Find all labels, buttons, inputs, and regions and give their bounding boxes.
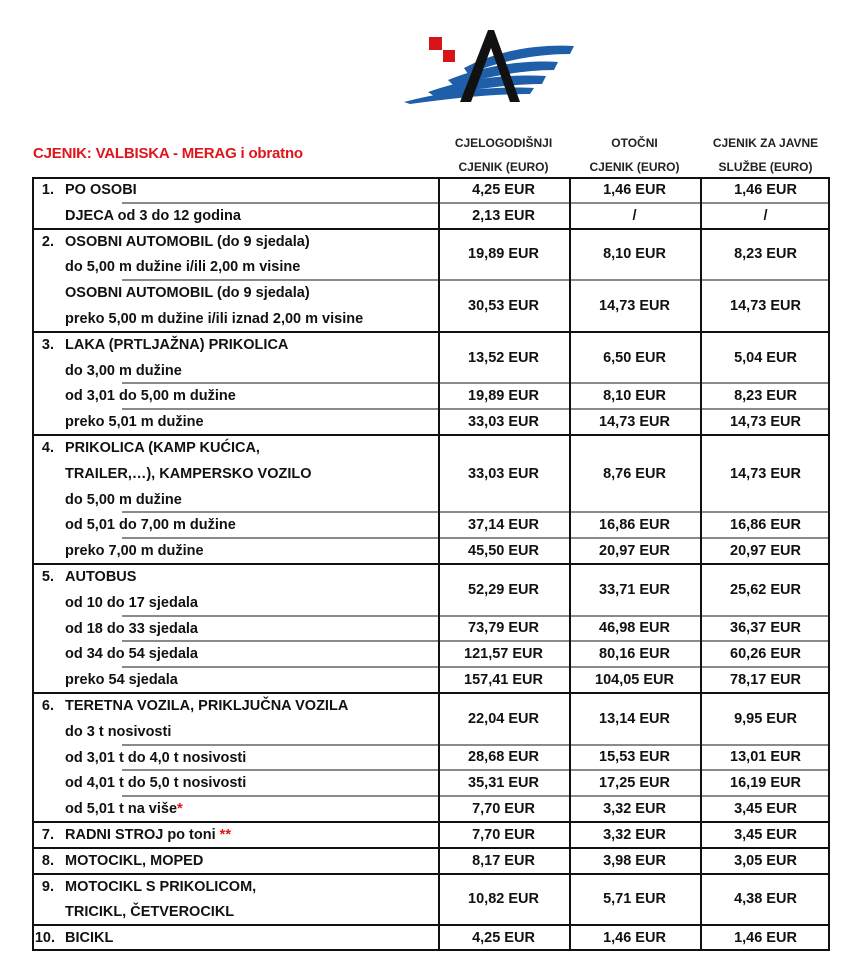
table-row (32, 770, 830, 796)
table-row (32, 796, 830, 822)
row-label (32, 822, 438, 848)
price-public-services: 60,26 EUR (730, 646, 801, 663)
price-table (32, 177, 830, 951)
price-island: 14,73 EUR (599, 414, 670, 431)
column-header-line: CJENIK (EURO) (458, 160, 549, 174)
row-label-text: od 5,01 t na više* (65, 801, 183, 818)
row-label-line (32, 796, 438, 822)
row-label-line (32, 512, 438, 538)
price-year-round: 22,04 EUR (468, 710, 539, 727)
price-island: 3,98 EUR (603, 852, 666, 869)
row-label-line (32, 332, 438, 358)
row-number: 4. (41, 440, 54, 456)
row-label (32, 667, 438, 693)
row-divider (32, 949, 830, 951)
row-label-text: od 10 do 17 sjedala (65, 594, 198, 611)
company-logo (398, 24, 578, 106)
price-year-round: 4,25 EUR (472, 930, 535, 947)
row-label-line (32, 254, 438, 280)
price-public-services: 5,04 EUR (734, 349, 797, 366)
row-label-text: OSOBNI AUTOMOBIL (do 9 sjedala) (65, 285, 310, 302)
row-label-line (32, 564, 438, 590)
table-row (32, 332, 830, 384)
price-year-round: 45,50 EUR (468, 543, 539, 560)
row-label-line (32, 770, 438, 796)
row-label-text: od 34 do 54 sjedala (65, 646, 198, 663)
price-island: 6,50 EUR (603, 349, 666, 366)
price-year-round: 52,29 EUR (468, 581, 539, 598)
row-label-line (32, 203, 438, 229)
table-outer-border (32, 177, 34, 951)
price-year-round: 157,41 EUR (464, 672, 543, 689)
row-label-line (32, 693, 438, 719)
row-label-line (32, 641, 438, 667)
price-island: 1,46 EUR (603, 930, 666, 947)
row-label-text: od 3,01 t do 4,0 t nosivosti (65, 749, 247, 766)
row-number: 3. (41, 336, 54, 353)
row-label-text: TRICIKL, ČETVEROCIKL (65, 904, 235, 921)
row-label-line (32, 435, 438, 461)
row-label-line (32, 925, 438, 951)
row-label-text: od 5,01 do 7,00 m dužine (65, 517, 236, 534)
price-island: 104,05 EUR (595, 672, 674, 689)
table-outer-border (828, 177, 830, 951)
price-public-services: 3,45 EUR (734, 826, 797, 843)
price-public-services: 20,97 EUR (730, 543, 801, 560)
row-label-line (32, 461, 438, 487)
price-island: / (632, 207, 637, 224)
table-row (32, 538, 830, 564)
price-public-services: 14,73 EUR (730, 297, 801, 314)
row-label-text: PO OSOBI (65, 182, 137, 198)
row-label-line (32, 487, 438, 513)
price-public-services: 13,01 EUR (730, 749, 801, 766)
row-label-text: od 3,01 do 5,00 m dužine (65, 388, 236, 405)
row-label-text: PRIKOLICA (KAMP KUĆICA, (65, 440, 260, 456)
row-label-line (32, 719, 438, 745)
price-island: 1,46 EUR (603, 181, 666, 198)
table-row (32, 848, 830, 874)
price-public-services: 14,73 EUR (730, 465, 801, 482)
price-public-services: 8,23 EUR (734, 388, 797, 405)
row-label-line (32, 616, 438, 642)
row-label-line (32, 229, 438, 255)
logo-red-square-1 (429, 37, 442, 50)
table-row (32, 435, 830, 512)
price-island: 3,32 EUR (603, 826, 666, 843)
row-label-text: TERETNA VOZILA, PRIKLJUČNA VOZILA (65, 698, 349, 714)
price-island: 20,97 EUR (599, 543, 670, 560)
row-label-text: do 3 t nosivosti (65, 723, 172, 740)
row-label-text: od 4,01 t do 5,0 t nosivosti (65, 775, 247, 792)
price-year-round: 37,14 EUR (468, 517, 539, 534)
row-label-line (32, 538, 438, 564)
table-row (32, 667, 830, 693)
row-label-line (32, 899, 438, 925)
row-label-line (32, 590, 438, 616)
price-island: 15,53 EUR (599, 749, 670, 766)
price-public-services: 4,38 EUR (734, 891, 797, 908)
column-header-public-services (700, 131, 831, 179)
row-label-text: preko 5,00 m dužine i/ili iznad 2,00 m visine (65, 310, 364, 327)
row-label-text: preko 7,00 m dužine (65, 543, 204, 560)
price-island: 8,10 EUR (603, 388, 666, 405)
price-public-services: 3,45 EUR (734, 801, 797, 818)
row-label-text: OSOBNI AUTOMOBIL (do 9 sjedala) (65, 233, 310, 250)
price-island: 33,71 EUR (599, 581, 670, 598)
row-label (32, 229, 438, 281)
table-row (32, 512, 830, 538)
price-island: 16,86 EUR (599, 517, 670, 534)
row-label-text: BICIKL (65, 930, 114, 947)
price-island: 46,98 EUR (599, 620, 670, 637)
footnote-asterisk: ** (219, 827, 231, 843)
table-row (32, 383, 830, 409)
row-label (32, 512, 438, 538)
row-label-text: TRAILER,…), KAMPERSKO VOZILO (65, 465, 312, 482)
price-island: 3,32 EUR (603, 801, 666, 818)
row-label (32, 332, 438, 384)
price-year-round: 7,70 EUR (472, 801, 535, 818)
row-label-line (32, 383, 438, 409)
row-number: 1. (41, 182, 54, 198)
price-year-round: 8,17 EUR (472, 852, 535, 869)
price-public-services: 16,19 EUR (730, 775, 801, 792)
table-row (32, 745, 830, 771)
price-island: 8,76 EUR (603, 465, 666, 482)
price-public-services: 16,86 EUR (730, 517, 801, 534)
table-row (32, 409, 830, 435)
price-island: 17,25 EUR (599, 775, 670, 792)
row-label-line (32, 358, 438, 384)
row-label (32, 693, 438, 745)
row-label-text: AUTOBUS (65, 569, 137, 585)
price-year-round: 19,89 EUR (468, 246, 539, 263)
row-label-text: do 5,00 m dužine (65, 491, 182, 508)
column-header-line: CJENIK ZA JAVNE (712, 136, 819, 150)
price-year-round: 13,52 EUR (468, 349, 539, 366)
row-number: 10. (34, 930, 55, 947)
column-header-line: OTOČNI (611, 136, 658, 150)
column-header-year-round (438, 131, 569, 179)
row-label (32, 177, 438, 203)
price-public-services: 3,05 EUR (734, 852, 797, 869)
footnote-asterisk: * (177, 801, 183, 818)
table-row (32, 874, 830, 926)
price-year-round: 35,31 EUR (468, 775, 539, 792)
price-island: 8,10 EUR (603, 246, 666, 263)
row-label-text: preko 5,01 m dužine (65, 414, 204, 431)
table-row (32, 925, 830, 951)
table-row (32, 280, 830, 332)
column-header-island (569, 131, 700, 179)
price-public-services: 36,37 EUR (730, 620, 801, 637)
price-year-round: 10,82 EUR (468, 891, 539, 908)
row-label-line (32, 177, 438, 203)
price-year-round: 33,03 EUR (468, 465, 539, 482)
row-label-line (32, 822, 438, 848)
price-public-services: 25,62 EUR (730, 581, 801, 598)
row-label-text: od 18 do 33 sjedala (65, 620, 198, 637)
table-row (32, 177, 830, 203)
price-island: 13,14 EUR (599, 710, 670, 727)
price-public-services: 9,95 EUR (734, 710, 797, 727)
price-year-round: 73,79 EUR (468, 620, 539, 637)
row-label (32, 770, 438, 796)
row-label-text: LAKA (PRTLJAŽNA) PRIKOLICA (65, 336, 289, 353)
row-label (32, 925, 438, 951)
column-header-line: CJELOGODIŠNJI (454, 136, 553, 150)
column-header-line: SLUŽBE (EURO) (718, 160, 813, 174)
row-label-text: MOTOCIKL S PRIKOLICOM, (65, 878, 257, 895)
table-row (32, 564, 830, 616)
column-header-line: CJENIK (EURO) (589, 160, 680, 174)
price-public-services: 8,23 EUR (734, 246, 797, 263)
row-label (32, 538, 438, 564)
row-label (32, 564, 438, 616)
row-label-line (32, 745, 438, 771)
table-row (32, 822, 830, 848)
row-label (32, 203, 438, 229)
row-label-line (32, 409, 438, 435)
row-label-line (32, 874, 438, 900)
price-year-round: 7,70 EUR (472, 826, 535, 843)
row-label (32, 616, 438, 642)
row-label-line (32, 306, 438, 332)
row-label (32, 435, 438, 512)
row-label-text: DJECA od 3 do 12 godina (65, 207, 241, 224)
price-year-round: 4,25 EUR (472, 181, 535, 198)
column-divider (700, 177, 702, 951)
row-label (32, 409, 438, 435)
row-number: 8. (41, 852, 54, 869)
row-label (32, 848, 438, 874)
row-label (32, 796, 438, 822)
row-label-line (32, 280, 438, 306)
price-public-services: 78,17 EUR (730, 672, 801, 689)
row-label (32, 280, 438, 332)
table-row (32, 693, 830, 745)
row-label (32, 745, 438, 771)
table-row (32, 616, 830, 642)
row-label-text: MOTOCIKL, MOPED (65, 852, 204, 869)
table-row (32, 203, 830, 229)
price-public-services: 14,73 EUR (730, 414, 801, 431)
row-number: 5. (41, 569, 54, 585)
price-public-services: 1,46 EUR (734, 181, 797, 198)
row-label-text: do 3,00 m dužine (65, 362, 182, 379)
price-year-round: 2,13 EUR (472, 207, 535, 224)
table-row (32, 641, 830, 667)
row-label-line (32, 667, 438, 693)
row-label-text: RADNI STROJ po toni ** (65, 827, 231, 843)
row-number: 6. (41, 698, 54, 714)
row-label (32, 641, 438, 667)
price-public-services: 1,46 EUR (734, 930, 797, 947)
price-year-round: 33,03 EUR (468, 414, 539, 431)
column-divider (569, 177, 571, 951)
price-year-round: 19,89 EUR (468, 388, 539, 405)
row-number: 2. (41, 233, 54, 250)
row-label-line (32, 848, 438, 874)
table-top-border (32, 177, 830, 179)
price-year-round: 121,57 EUR (464, 646, 543, 663)
price-year-round: 28,68 EUR (468, 749, 539, 766)
row-label-text: preko 54 sjedala (65, 672, 178, 689)
row-number: 9. (41, 878, 54, 895)
price-island: 5,71 EUR (603, 891, 666, 908)
price-public-services: / (763, 207, 768, 224)
price-island: 80,16 EUR (599, 646, 670, 663)
row-number: 7. (41, 827, 54, 843)
logo-red-square-2 (443, 50, 455, 62)
row-label (32, 874, 438, 926)
row-label-text: do 5,00 m dužine i/ili 2,00 m visine (65, 259, 301, 276)
price-island: 14,73 EUR (599, 297, 670, 314)
price-year-round: 30,53 EUR (468, 297, 539, 314)
column-divider (438, 177, 440, 951)
price-list-title: CJENIK: VALBISKA - MERAG i obratno (33, 145, 303, 162)
table-row (32, 229, 830, 281)
row-label (32, 383, 438, 409)
